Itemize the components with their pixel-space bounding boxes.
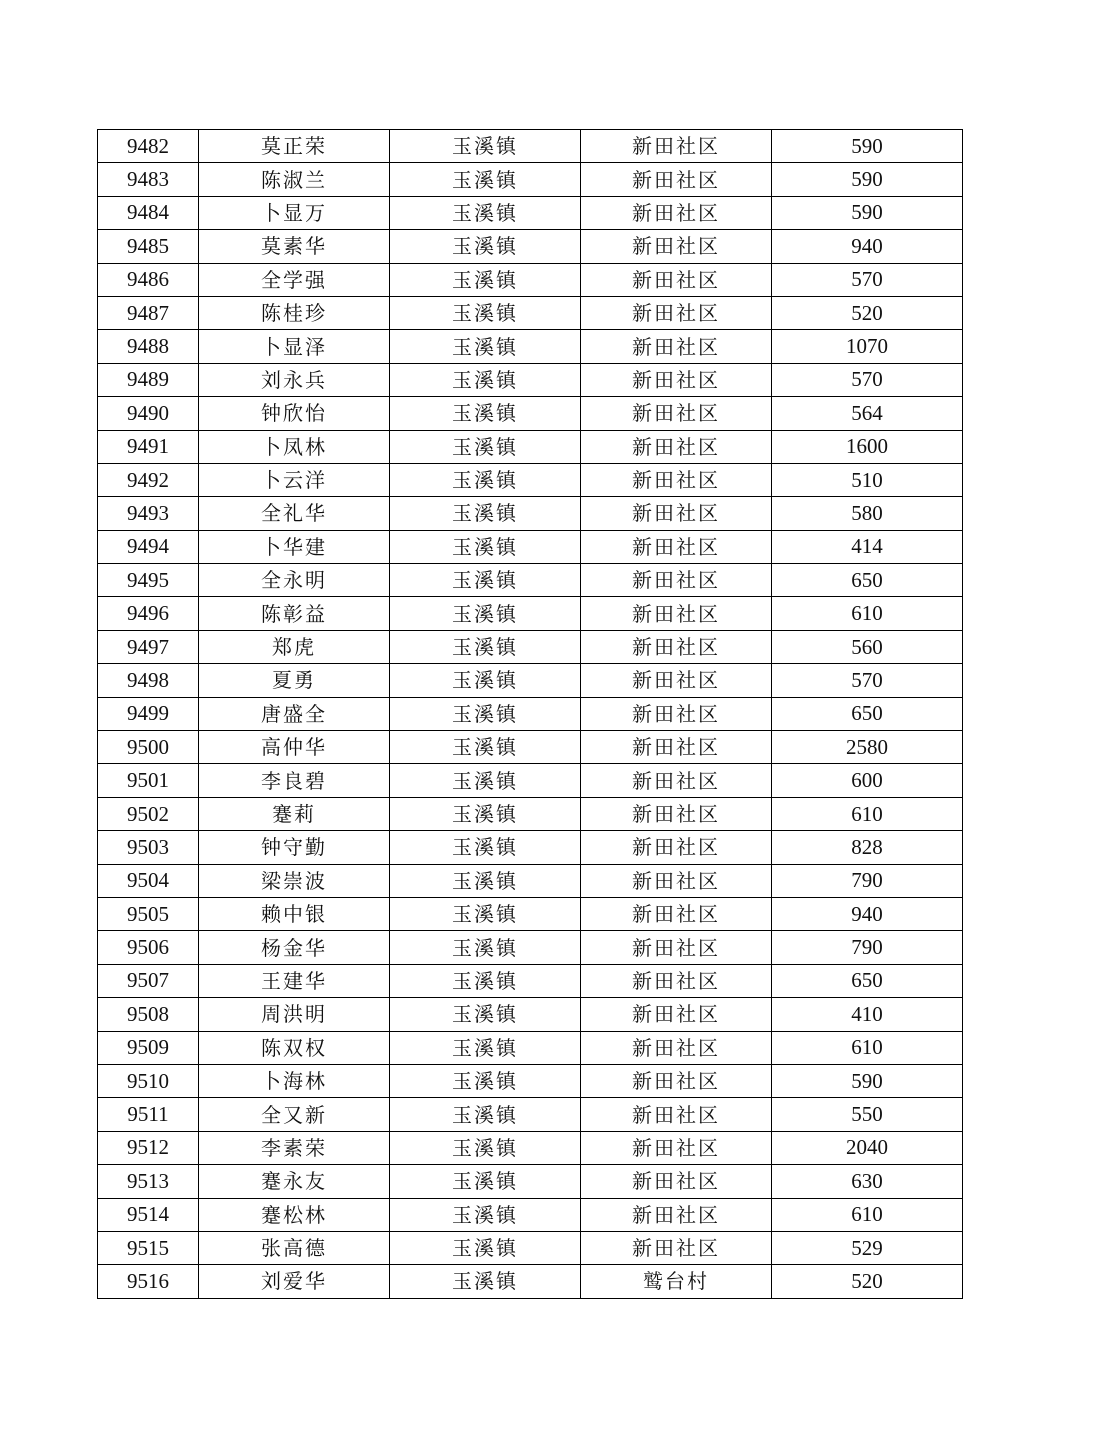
- cell-village: 新田社区: [581, 1064, 772, 1097]
- cell-town: 玉溪镇: [390, 931, 581, 964]
- cell-name: 赖中银: [199, 897, 390, 930]
- cell-town: 玉溪镇: [390, 1165, 581, 1198]
- cell-amount: 940: [772, 897, 963, 930]
- cell-name: 卜云洋: [199, 463, 390, 496]
- table-row: [98, 764, 963, 797]
- cell-town: 玉溪镇: [390, 296, 581, 329]
- cell-amount: 570: [772, 363, 963, 396]
- table-row: [98, 430, 963, 463]
- table-row: [98, 463, 963, 496]
- cell-name: 杨金华: [199, 931, 390, 964]
- cell-town: 玉溪镇: [390, 363, 581, 396]
- cell-amount: 790: [772, 864, 963, 897]
- cell-name: 王建华: [199, 964, 390, 997]
- cell-amount: 610: [772, 1031, 963, 1064]
- cell-village: 新田社区: [581, 664, 772, 697]
- table-row: [98, 296, 963, 329]
- cell-name: 卜凤林: [199, 430, 390, 463]
- cell-name: 刘爱华: [199, 1265, 390, 1298]
- cell-name: 张高德: [199, 1231, 390, 1264]
- cell-id: 9486: [98, 263, 199, 296]
- cell-town: 玉溪镇: [390, 597, 581, 630]
- cell-village: 新田社区: [581, 363, 772, 396]
- cell-village: 鹫台村: [581, 1265, 772, 1298]
- cell-town: 玉溪镇: [390, 564, 581, 597]
- cell-town: 玉溪镇: [390, 630, 581, 663]
- cell-village: 新田社区: [581, 330, 772, 363]
- table-row: [98, 998, 963, 1031]
- cell-village: 新田社区: [581, 931, 772, 964]
- cell-amount: 650: [772, 964, 963, 997]
- cell-amount: 590: [772, 163, 963, 196]
- cell-name: 唐盛全: [199, 697, 390, 730]
- table-row: [98, 363, 963, 396]
- cell-town: 玉溪镇: [390, 664, 581, 697]
- cell-amount: 520: [772, 296, 963, 329]
- cell-amount: 650: [772, 697, 963, 730]
- cell-name: 莫正荣: [199, 130, 390, 163]
- cell-id: 9490: [98, 397, 199, 430]
- cell-amount: 1070: [772, 330, 963, 363]
- table-row: [98, 497, 963, 530]
- data-table: [97, 129, 963, 1299]
- cell-amount: 610: [772, 1198, 963, 1231]
- cell-id: 9497: [98, 630, 199, 663]
- table-row: [98, 130, 963, 163]
- cell-village: 新田社区: [581, 1131, 772, 1164]
- cell-village: 新田社区: [581, 630, 772, 663]
- cell-amount: 564: [772, 397, 963, 430]
- table-row: [98, 230, 963, 263]
- document-page: [97, 129, 963, 1299]
- cell-id: 9505: [98, 897, 199, 930]
- cell-village: 新田社区: [581, 897, 772, 930]
- cell-id: 9494: [98, 530, 199, 563]
- cell-name: 卜海林: [199, 1064, 390, 1097]
- cell-id: 9489: [98, 363, 199, 396]
- cell-amount: 410: [772, 998, 963, 1031]
- table-row: [98, 897, 963, 930]
- cell-village: 新田社区: [581, 864, 772, 897]
- cell-id: 9499: [98, 697, 199, 730]
- cell-village: 新田社区: [581, 1198, 772, 1231]
- table-body: [98, 130, 963, 1299]
- table-row: [98, 196, 963, 229]
- cell-village: 新田社区: [581, 530, 772, 563]
- cell-village: 新田社区: [581, 731, 772, 764]
- cell-village: 新田社区: [581, 998, 772, 1031]
- cell-amount: 610: [772, 597, 963, 630]
- cell-id: 9488: [98, 330, 199, 363]
- cell-amount: 610: [772, 797, 963, 830]
- cell-name: 陈桂珍: [199, 296, 390, 329]
- cell-name: 全学强: [199, 263, 390, 296]
- table-row: [98, 263, 963, 296]
- cell-id: 9496: [98, 597, 199, 630]
- cell-id: 9502: [98, 797, 199, 830]
- cell-town: 玉溪镇: [390, 797, 581, 830]
- cell-town: 玉溪镇: [390, 497, 581, 530]
- cell-town: 玉溪镇: [390, 864, 581, 897]
- cell-town: 玉溪镇: [390, 230, 581, 263]
- cell-village: 新田社区: [581, 964, 772, 997]
- cell-name: 高仲华: [199, 731, 390, 764]
- table-row: [98, 1165, 963, 1198]
- cell-amount: 2040: [772, 1131, 963, 1164]
- table-row: [98, 731, 963, 764]
- table-row: [98, 630, 963, 663]
- cell-amount: 570: [772, 664, 963, 697]
- cell-town: 玉溪镇: [390, 463, 581, 496]
- cell-name: 卜显泽: [199, 330, 390, 363]
- table-row: [98, 330, 963, 363]
- table-row: [98, 530, 963, 563]
- cell-village: 新田社区: [581, 163, 772, 196]
- table-row: [98, 697, 963, 730]
- cell-amount: 828: [772, 831, 963, 864]
- cell-village: 新田社区: [581, 497, 772, 530]
- table-row: [98, 1031, 963, 1064]
- cell-id: 9515: [98, 1231, 199, 1264]
- cell-town: 玉溪镇: [390, 897, 581, 930]
- cell-village: 新田社区: [581, 230, 772, 263]
- cell-town: 玉溪镇: [390, 1231, 581, 1264]
- table-row: [98, 931, 963, 964]
- cell-amount: 520: [772, 1265, 963, 1298]
- cell-town: 玉溪镇: [390, 397, 581, 430]
- cell-town: 玉溪镇: [390, 998, 581, 1031]
- cell-town: 玉溪镇: [390, 731, 581, 764]
- cell-id: 9503: [98, 831, 199, 864]
- table-row: [98, 1131, 963, 1164]
- cell-town: 玉溪镇: [390, 1064, 581, 1097]
- cell-id: 9492: [98, 463, 199, 496]
- cell-amount: 940: [772, 230, 963, 263]
- cell-name: 郑虎: [199, 630, 390, 663]
- cell-amount: 590: [772, 130, 963, 163]
- cell-village: 新田社区: [581, 263, 772, 296]
- cell-name: 全礼华: [199, 497, 390, 530]
- cell-name: 陈双权: [199, 1031, 390, 1064]
- cell-town: 玉溪镇: [390, 964, 581, 997]
- cell-amount: 560: [772, 630, 963, 663]
- cell-name: 陈彰益: [199, 597, 390, 630]
- table-row: [98, 864, 963, 897]
- cell-town: 玉溪镇: [390, 831, 581, 864]
- cell-id: 9512: [98, 1131, 199, 1164]
- cell-village: 新田社区: [581, 764, 772, 797]
- cell-village: 新田社区: [581, 296, 772, 329]
- cell-village: 新田社区: [581, 564, 772, 597]
- cell-id: 9482: [98, 130, 199, 163]
- table-row: [98, 831, 963, 864]
- cell-id: 9500: [98, 731, 199, 764]
- cell-town: 玉溪镇: [390, 1198, 581, 1231]
- table-row: [98, 964, 963, 997]
- cell-amount: 529: [772, 1231, 963, 1264]
- cell-name: 周洪明: [199, 998, 390, 1031]
- cell-amount: 590: [772, 196, 963, 229]
- cell-id: 9508: [98, 998, 199, 1031]
- cell-village: 新田社区: [581, 1098, 772, 1131]
- cell-village: 新田社区: [581, 831, 772, 864]
- cell-id: 9483: [98, 163, 199, 196]
- cell-id: 9501: [98, 764, 199, 797]
- cell-name: 刘永兵: [199, 363, 390, 396]
- cell-village: 新田社区: [581, 397, 772, 430]
- cell-name: 梁崇波: [199, 864, 390, 897]
- cell-name: 全永明: [199, 564, 390, 597]
- cell-id: 9491: [98, 430, 199, 463]
- cell-village: 新田社区: [581, 463, 772, 496]
- table-row: [98, 1198, 963, 1231]
- cell-id: 9516: [98, 1265, 199, 1298]
- cell-name: 钟欣怡: [199, 397, 390, 430]
- cell-amount: 510: [772, 463, 963, 496]
- cell-amount: 600: [772, 764, 963, 797]
- cell-id: 9495: [98, 564, 199, 597]
- cell-town: 玉溪镇: [390, 130, 581, 163]
- cell-id: 9510: [98, 1064, 199, 1097]
- cell-town: 玉溪镇: [390, 430, 581, 463]
- cell-village: 新田社区: [581, 130, 772, 163]
- cell-id: 9506: [98, 931, 199, 964]
- cell-id: 9485: [98, 230, 199, 263]
- cell-name: 卜华建: [199, 530, 390, 563]
- cell-name: 蹇莉: [199, 797, 390, 830]
- cell-amount: 790: [772, 931, 963, 964]
- cell-amount: 590: [772, 1064, 963, 1097]
- cell-id: 9484: [98, 196, 199, 229]
- table-row: [98, 163, 963, 196]
- cell-name: 蹇永友: [199, 1165, 390, 1198]
- cell-village: 新田社区: [581, 430, 772, 463]
- cell-name: 全又新: [199, 1098, 390, 1131]
- table-row: [98, 1265, 963, 1298]
- cell-village: 新田社区: [581, 196, 772, 229]
- table-row: [98, 664, 963, 697]
- cell-town: 玉溪镇: [390, 163, 581, 196]
- cell-id: 9498: [98, 664, 199, 697]
- cell-town: 玉溪镇: [390, 1131, 581, 1164]
- cell-id: 9507: [98, 964, 199, 997]
- cell-town: 玉溪镇: [390, 530, 581, 563]
- cell-town: 玉溪镇: [390, 1031, 581, 1064]
- cell-amount: 630: [772, 1165, 963, 1198]
- cell-name: 陈淑兰: [199, 163, 390, 196]
- cell-town: 玉溪镇: [390, 196, 581, 229]
- cell-id: 9487: [98, 296, 199, 329]
- cell-name: 莫素华: [199, 230, 390, 263]
- cell-amount: 650: [772, 564, 963, 597]
- cell-town: 玉溪镇: [390, 1098, 581, 1131]
- table-row: [98, 1064, 963, 1097]
- cell-amount: 580: [772, 497, 963, 530]
- cell-town: 玉溪镇: [390, 330, 581, 363]
- cell-amount: 2580: [772, 731, 963, 764]
- cell-name: 李素荣: [199, 1131, 390, 1164]
- cell-village: 新田社区: [581, 797, 772, 830]
- cell-id: 9493: [98, 497, 199, 530]
- table-row: [98, 597, 963, 630]
- cell-id: 9509: [98, 1031, 199, 1064]
- cell-name: 钟守勤: [199, 831, 390, 864]
- cell-id: 9504: [98, 864, 199, 897]
- cell-village: 新田社区: [581, 1165, 772, 1198]
- table-row: [98, 1231, 963, 1264]
- table-row: [98, 797, 963, 830]
- cell-amount: 550: [772, 1098, 963, 1131]
- table-row: [98, 397, 963, 430]
- cell-village: 新田社区: [581, 597, 772, 630]
- cell-town: 玉溪镇: [390, 263, 581, 296]
- cell-village: 新田社区: [581, 697, 772, 730]
- cell-amount: 414: [772, 530, 963, 563]
- table-row: [98, 1098, 963, 1131]
- cell-name: 李良碧: [199, 764, 390, 797]
- cell-town: 玉溪镇: [390, 697, 581, 730]
- cell-name: 夏勇: [199, 664, 390, 697]
- cell-village: 新田社区: [581, 1031, 772, 1064]
- cell-id: 9511: [98, 1098, 199, 1131]
- cell-town: 玉溪镇: [390, 764, 581, 797]
- cell-id: 9514: [98, 1198, 199, 1231]
- table-row: [98, 564, 963, 597]
- cell-amount: 570: [772, 263, 963, 296]
- cell-name: 卜显万: [199, 196, 390, 229]
- cell-town: 玉溪镇: [390, 1265, 581, 1298]
- cell-village: 新田社区: [581, 1231, 772, 1264]
- cell-id: 9513: [98, 1165, 199, 1198]
- cell-amount: 1600: [772, 430, 963, 463]
- cell-name: 蹇松林: [199, 1198, 390, 1231]
